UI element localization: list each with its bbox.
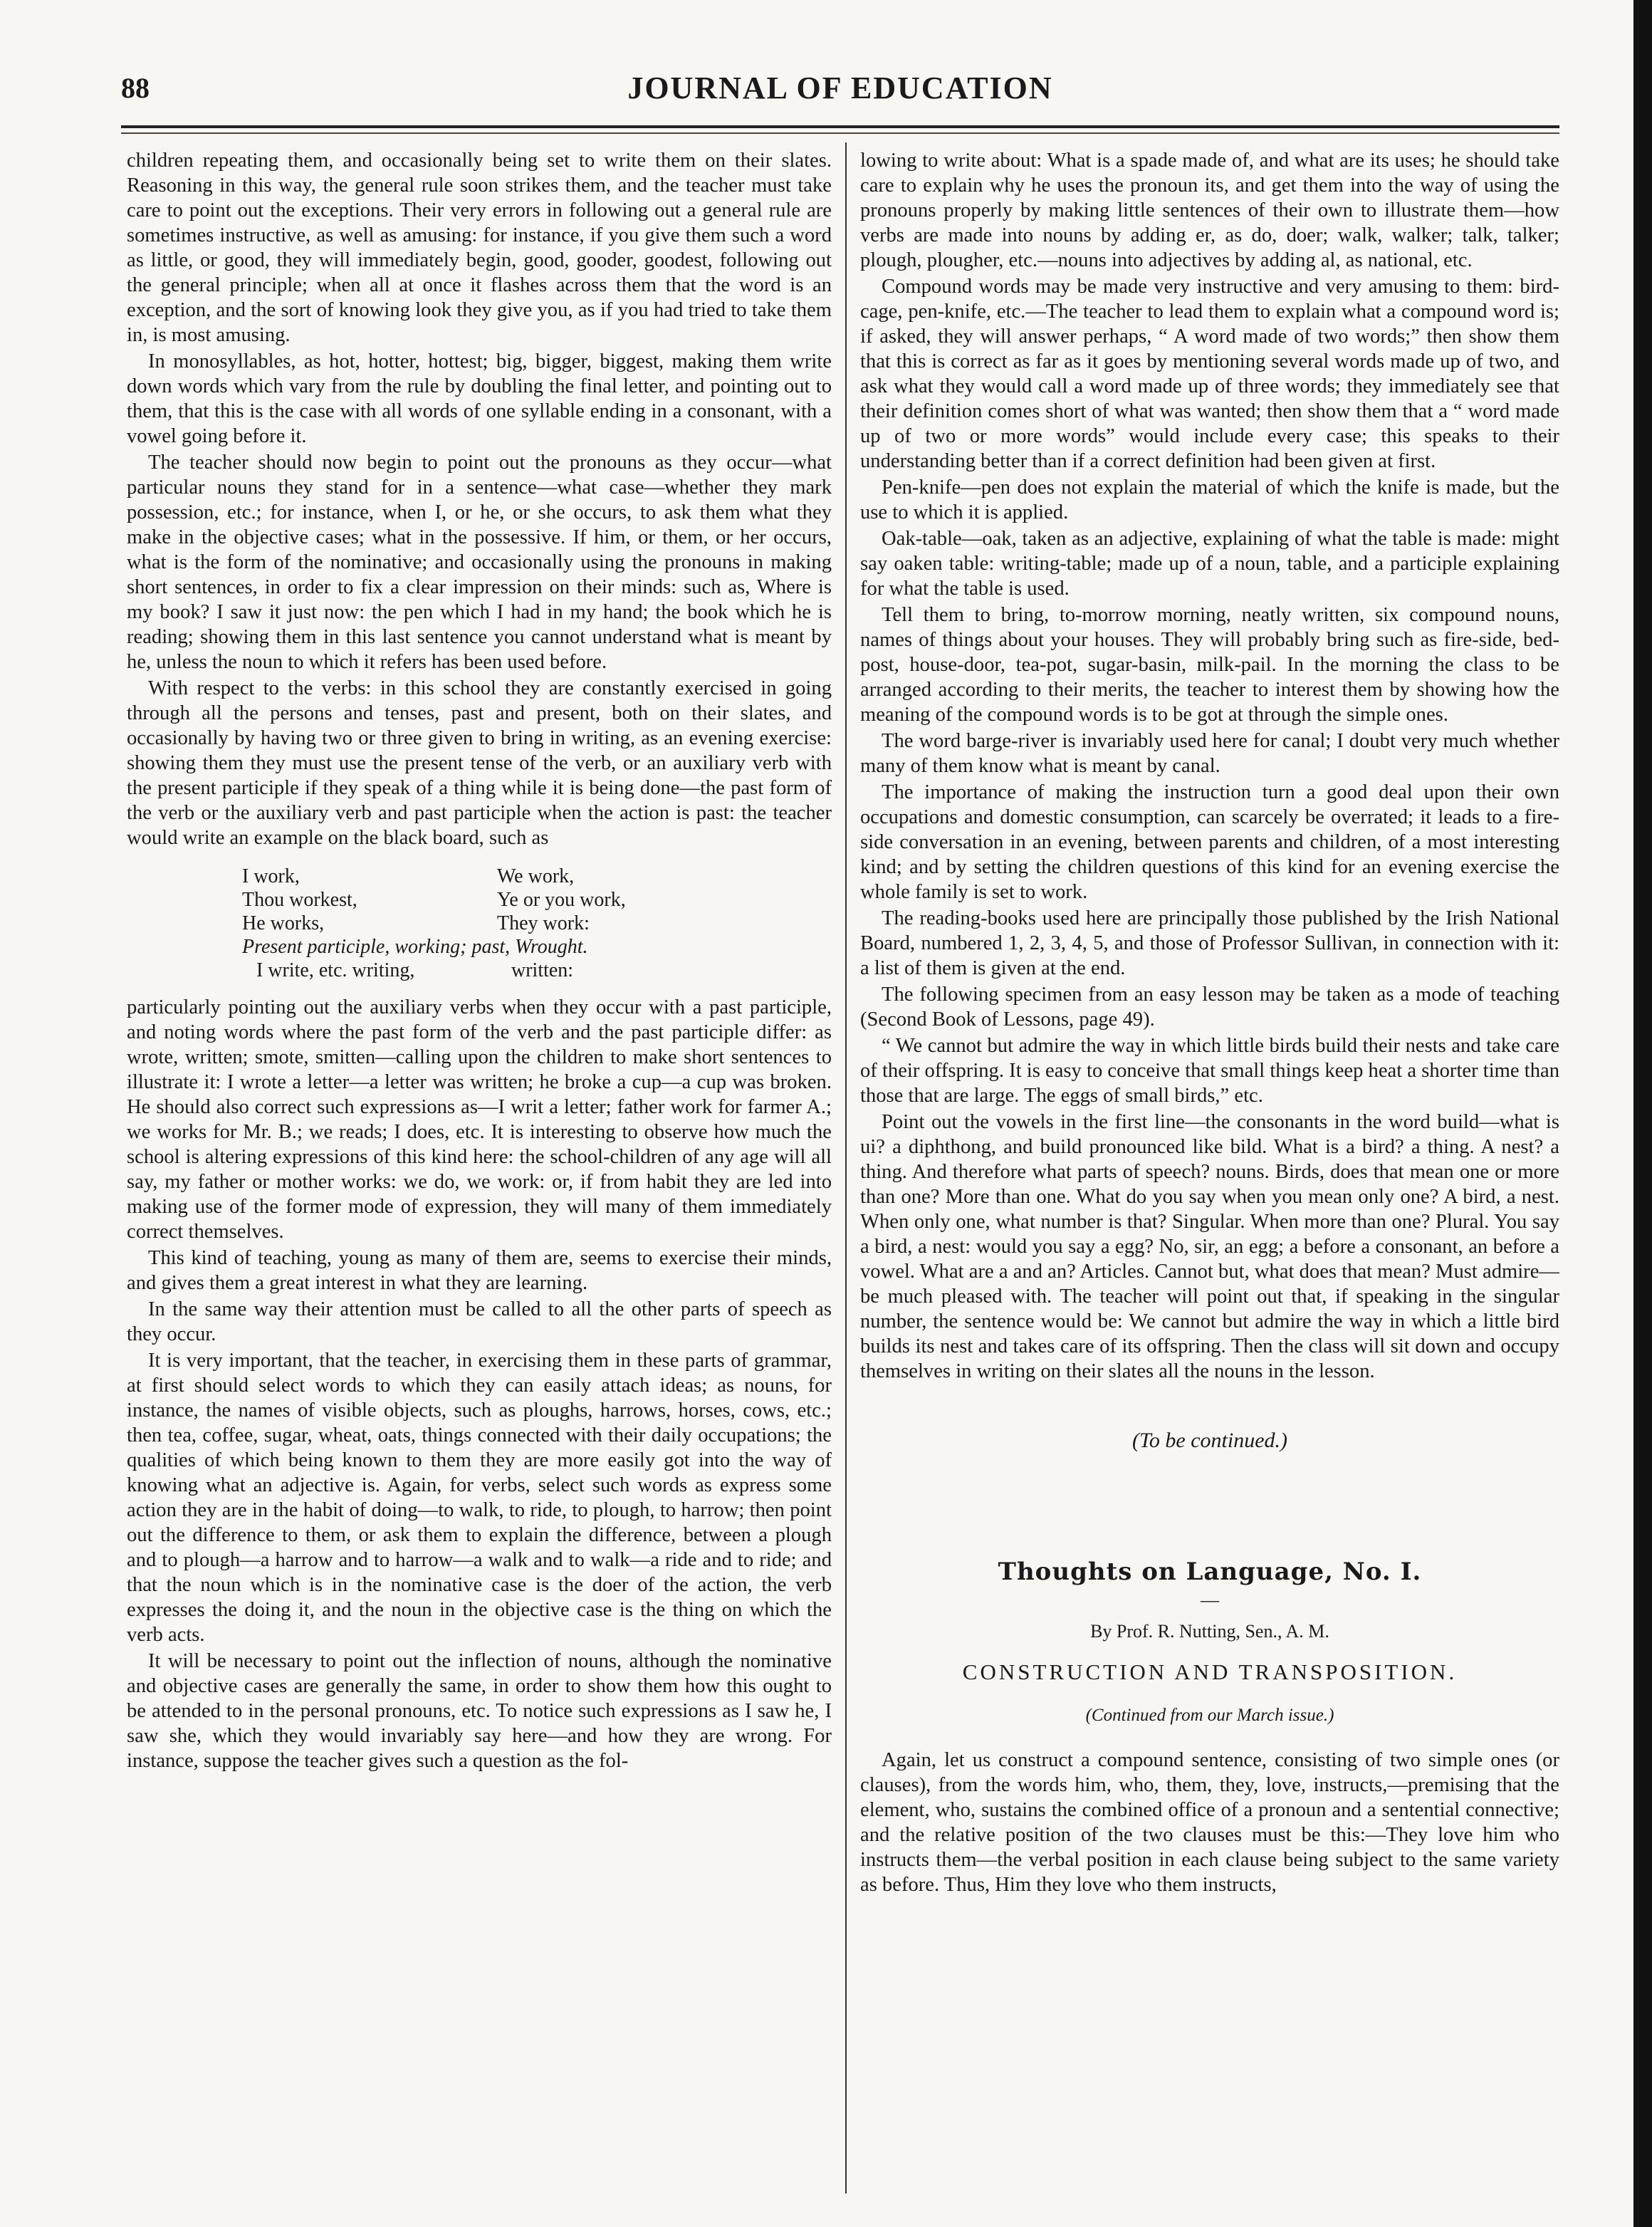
paragraph: The teacher should now begin to point out the pronouns as they occur—what particular nouns they stand for in a sentence—what case—whether they mark possession, etc.; for instance, when I, or he, or she occurs, to ask them what they make in the objective cases; what in the possessive. If him, or them, or her occurs, what is the form of the nominative; and occasionally using the pronouns in making short sentences, in order to fix a clear impression on their minds: such as, Where is my book? I saw it just now: the pen which I had in my hand; the book which he is reading; showing them in this last sentence you cannot understand what is meant by he, unless the noun to which it refers has been used before. bbox=[127, 452, 832, 673]
paragraph: Again, let us construct a compound sentence, consisting of two simple ones (or clauses), from the words him, who, them, they, love, instructs,—premising that the element, who, sustains the combined office of a pronoun and a sentential connective; and the relative position of the two clauses must be this:—They love him who instructs them—the verbal position in each clause being subject to the same variety as before. Thus, Him they love who them instructs, bbox=[860, 1749, 1559, 1896]
header-rule-thin bbox=[121, 132, 1559, 134]
conjugation-row bbox=[127, 959, 832, 982]
article-byline: By Prof. R. Nutting, Sen., A. M. bbox=[1090, 1621, 1329, 1642]
paragraph: Compound words may be made very instructive and very amusing to them: bird-cage, pen-knife, etc.—The teacher to lead them to explain what a compound word is; if asked, they will answer perhaps, “ A word made of two words;” then show them that this is correct as far as it goes by mentioning several words made up of two, and ask what they would call a word made up of three words; they immediately see that their definition comes short of what was wanted; then show them that a “ word made up of two or more words” would include every case; this speaks to their understanding better than if a correct definition had been given at first. bbox=[860, 276, 1559, 472]
scan-edge-bar bbox=[1633, 0, 1652, 2227]
paragraph: particularly pointing out the auxiliary verbs when they occur with a past participle, and noting words where the past form of the verb and the past participle differ: as wrote, written; smote, smitten—calling upon the children to make short sentences to illustrate it: I wrote a letter—a letter was written; he broke a cup—a cup was broken. He should also correct such expressions as—I writ a letter; father work for farmer A.; we works for Mr. B.; we reads; I does, etc. It is interesting to observe how much the school is altering expressions of this kind here: the school-children of any age will all say, my father or mother works: we do, we work: or, if from habit they are led into making use of the former mode of expression, they will many of them immediately correct themselves. bbox=[127, 996, 832, 1243]
paragraph: Tell them to bring, to-morrow morning, neatly written, six compound nouns, names of things about your houses. They will probably bring such as fire-side, bed-post, house-door, tea-pot, sugar-basin, milk-pail. In the morning the class to be arranged according to their merits, the teacher to interest them by showing how the meaning of the compound words is to be got at through the simple ones. bbox=[860, 604, 1559, 726]
conjugation-participle: Present participle, working; past, Wrought. bbox=[242, 936, 588, 958]
paragraph: With respect to the verbs: in this school they are constantly exercised in going through all the persons and tenses, past and present, both on their slates, and occasionally by having two or three given to bring in writing, as an evening exercise: showing them they must use the present tense of the verb, or an auxiliary verb with the present participle if they speak of a thing while it is being done—the past form of the verb or the auxiliary verb and past participle when the action is past: the teacher would write an example on the black board, such as bbox=[127, 677, 832, 849]
conjugation-singular: I work, bbox=[242, 865, 300, 887]
paragraph: In the same way their attention must be called to all the other parts of speech as they occur. bbox=[127, 1298, 832, 1345]
left-column bbox=[127, 148, 832, 2192]
page-number: 88 bbox=[121, 72, 150, 104]
paragraph: The reading-books used here are principally those published by the Irish National Board, numbered 1, 2, 3, 4, 5, and those of Professor Sullivan, in connection with it: a list of them is given at the end. bbox=[860, 907, 1559, 979]
header-rule bbox=[121, 125, 1559, 128]
paragraph: It is very important, that the teacher, in exercising them in these parts of grammar, at first should select words to which they can easily attach ideas; as nouns, for instance, the names of visible objects, such as ploughs, harrows, horses, cows, etc.; then tea, coffee, sugar, wheat, oats, things connected with their daily occupations; the qualities of which being known to them they are more easily got into the way of knowing what an adjective is. Again, for verbs, select such words as express some action they are in the habit of doing—to walk, to ride, to plough, to harrow; then point out the difference to them, or ask them to explain the difference, between a plough and to plough—a harrow and to harrow—a walk and to walk—a ride and to ride; and that the noun which is in the nominative case is the doer of the action, the verb expresses the doing it, and the noun in the objective case is the thing on which the verb acts. bbox=[127, 1350, 832, 1646]
paragraph: Pen-knife—pen does not explain the material of which the knife is made, but the use to which it is applied. bbox=[860, 476, 1559, 523]
conjugation-example bbox=[127, 865, 832, 982]
conjugation-plural: We work, bbox=[497, 865, 575, 887]
conjugation-plural: Ye or you work, bbox=[497, 889, 626, 911]
paragraph: In monosyllables, as hot, hotter, hottest; big, bigger, biggest, making them write down words which vary from the rule by doubling the final letter, and pointing out to them, that this is the case with all words of one syllable ending in a consonant, with a vowel going before it. bbox=[127, 350, 832, 447]
conjugation-singular: Thou workest, bbox=[242, 889, 357, 911]
paragraph: The following specimen from an easy lesson may be taken as a mode of teaching (Second Book of Lessons, page 49). bbox=[860, 984, 1559, 1031]
quotation: “ We cannot but admire the way in which little birds build their nests and take care of their offspring. It is easy to conceive that small things keep heat a shorter time than those that are large. The eggs of small birds,” etc. bbox=[860, 1035, 1559, 1107]
page-header bbox=[121, 66, 1559, 115]
paragraph: lowing to write about: What is a spade made of, and what are its uses; he should take care to explain why he uses the pronoun its, and get them into the way of using the pronouns properly by making little sentences of their own to illustrate them—how verbs are made into nouns by adding er, as do, doer; walk, walker; talk, talker; plough, plougher, etc.—nouns into adjectives by adding al, as national, etc. bbox=[860, 150, 1559, 271]
conjugation-plural: They work: bbox=[497, 912, 590, 934]
paragraph: The importance of making the instruction turn a good deal upon their own occupations and domestic consumption, can scarcely be overrated; it leads to a fire-side conversation in an evening, between parents and children, of a most interesting kind; and by setting the children questions of this kind for an evening exercise the whole family is set to work. bbox=[860, 781, 1559, 903]
right-column bbox=[860, 148, 1559, 2192]
paragraph: children repeating them, and occasionally being set to write them on their slates. Reasoning in this way, the general rule soon strikes them, and the teacher must take care to point out the exceptions. Their very errors in following out a general rule are sometimes instructive, as well as amusing: for instance, if you give them such a word as little, or good, they will immediately begin, good, gooder, goodest, following out the general principle; when all at once it flashes across them that the word is an exception, and the sort of knowing look they give you, as if you had tried to take them in, is most amusing. bbox=[127, 150, 832, 346]
paragraph: It will be necessary to point out the inflection of nouns, although the nominative and objective cases are generally the same, in order to show them how this ought to be attended to in the personal pronouns, etc. To notice such expressions as I saw he, I saw she, which they would invariably say here—and how they are wrong. For instance, suppose the teacher gives such a question as the fol- bbox=[127, 1650, 832, 1772]
paragraph: This kind of teaching, young as many of them are, seems to exercise their minds, and gives them a great interest in what they are learning. bbox=[127, 1247, 832, 1294]
conjugation-plural: written: bbox=[511, 959, 574, 981]
section-heading: CONSTRUCTION AND TRANSPOSITION. bbox=[962, 1659, 1458, 1684]
paragraph: Oak-table—oak, taken as an adjective, explaining of what the table is made: might say oaken table: writing-table; made up of a noun, table, and a participle explaining for what the table is used. bbox=[860, 528, 1559, 600]
article-dash: — bbox=[1201, 1590, 1219, 1610]
column-divider bbox=[845, 142, 847, 2194]
running-title: JOURNAL OF EDUCATION bbox=[627, 71, 1053, 105]
to-be-continued: (To be continued.) bbox=[1131, 1429, 1288, 1452]
conjugation-singular: He works, bbox=[242, 912, 325, 934]
conjugation-singular: I write, etc. writing, bbox=[256, 959, 415, 981]
conjugation-row bbox=[127, 865, 832, 888]
paragraph: Point out the vowels in the first line—the consonants in the word build—what is ui? a diphthong, and build pronounced like bild. What is a bird? a thing. A nest? a thing. And therefore what parts of speech? nouns. Birds, does that mean one or more than one? More than one. What do you say when you mean only one? A bird, a nest. When only one, what number is that? Singular. When more than one? Plural. You say a bird, a nest: would you say a egg? No, sir, an egg; a before a consonant, an before a vowel. What are a and an? Articles. Cannot but, what does that mean? Must admire—be much pleased with. The teacher will point out that, if speaking in the singular number, the sentence would be: We cannot but admire the way in which a little bird builds its nest and takes care of its offspring. Then the class will sit down and occupy themselves in writing on their slates all the nouns in the lesson. bbox=[860, 1111, 1559, 1382]
conjugation-row bbox=[127, 888, 832, 912]
conjugation-row bbox=[127, 912, 832, 935]
paragraph: The word barge-river is invariably used here for canal; I doubt very much whether many of them know what is meant by canal. bbox=[860, 730, 1559, 777]
article-title: Thoughts on Language, No. I. bbox=[998, 1558, 1422, 1586]
continuation-note: (Continued from our March issue.) bbox=[1085, 1706, 1334, 1725]
